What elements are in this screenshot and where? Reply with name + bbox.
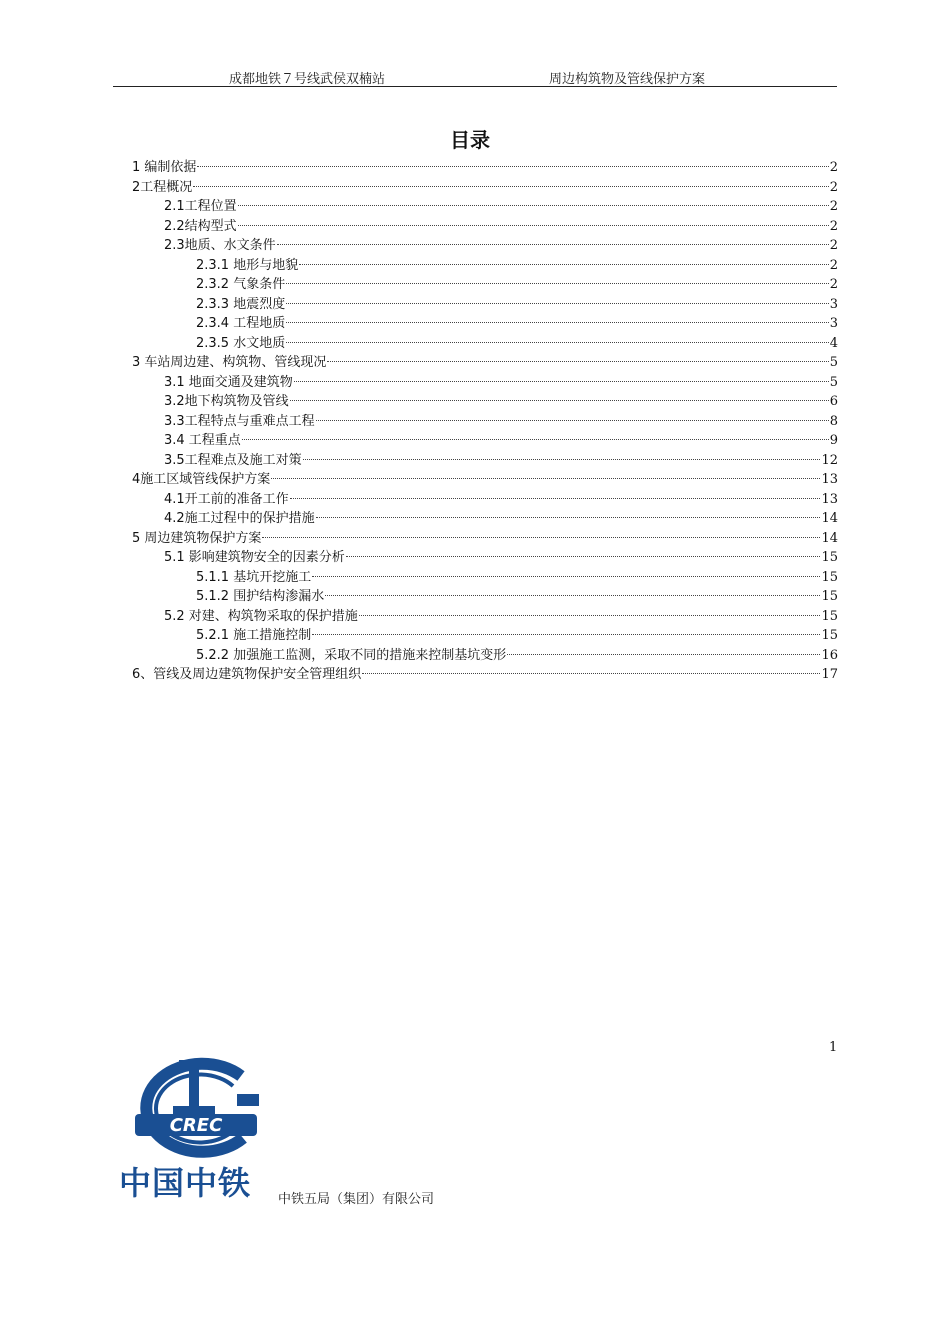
toc-dot-leader bbox=[286, 342, 829, 343]
toc-entry-label: 2.3.3 地震烈度 bbox=[196, 296, 286, 312]
toc-dot-leader bbox=[325, 595, 820, 596]
toc-entry[interactable] bbox=[132, 314, 838, 334]
toc-entry[interactable] bbox=[132, 490, 838, 510]
toc-dot-leader bbox=[277, 244, 829, 245]
toc-dot-leader bbox=[359, 615, 821, 616]
toc-entry-label: 4施工区域管线保护方案 bbox=[132, 472, 271, 487]
toc-entry[interactable] bbox=[132, 373, 838, 393]
toc-entry-page: 2 bbox=[829, 257, 838, 273]
toc-dot-leader bbox=[197, 166, 828, 167]
toc-entry-label: 2.3.5 水文地质 bbox=[196, 335, 286, 351]
toc-dot-leader bbox=[507, 654, 820, 655]
toc-entry-page: 17 bbox=[821, 667, 838, 682]
crec-emblem-icon bbox=[113, 1054, 273, 1158]
header-right-title: 周边构筑物及管线保护方案 bbox=[549, 72, 706, 87]
toc-dot-leader bbox=[312, 576, 820, 577]
toc-entry-page: 14 bbox=[821, 530, 838, 546]
toc-entry-label: 2.3.4 工程地质 bbox=[196, 316, 286, 331]
toc-dot-leader bbox=[294, 381, 829, 382]
toc-entry-page: 15 bbox=[821, 608, 838, 624]
toc-entry-page: 2 bbox=[829, 238, 838, 253]
toc-entry[interactable] bbox=[132, 412, 838, 432]
crec-logo bbox=[113, 1054, 273, 1204]
toc-entry[interactable] bbox=[132, 607, 838, 627]
toc-entry-page: 2 bbox=[829, 277, 838, 292]
toc-entry-label: 5.2.2 加强施工监测，采取不同的措施来控制基坑变形 bbox=[196, 647, 507, 663]
toc-entry-page: 5 bbox=[829, 374, 838, 390]
toc-entry[interactable] bbox=[132, 587, 838, 607]
toc-dot-leader bbox=[286, 322, 829, 323]
toc-title: 目录 bbox=[450, 128, 490, 152]
toc-dot-leader bbox=[346, 556, 821, 557]
toc-entry[interactable] bbox=[132, 509, 838, 529]
toc-entry-label: 3 车站周边建、构筑物、管线现况 bbox=[132, 355, 327, 370]
page-header bbox=[113, 66, 837, 87]
toc-entry-label: 5.2.1 施工措施控制 bbox=[196, 628, 312, 643]
toc-entry-page: 16 bbox=[821, 647, 838, 663]
toc-dot-leader bbox=[242, 439, 829, 440]
toc-dot-leader bbox=[299, 264, 829, 265]
toc-entry-page: 3 bbox=[829, 316, 838, 331]
emblem-letters: CREC bbox=[169, 1115, 223, 1136]
toc-entry-page: 12 bbox=[821, 452, 838, 468]
toc-entry-page: 3 bbox=[829, 296, 838, 312]
toc-entry-label: 1 编制依据 bbox=[132, 160, 197, 175]
toc-entry[interactable] bbox=[132, 334, 838, 354]
toc-entry-label: 5.1 影响建筑物安全的因素分析 bbox=[164, 550, 345, 565]
toc-entry-label: 3.1 地面交通及建筑物 bbox=[164, 374, 293, 390]
toc-entry[interactable] bbox=[132, 256, 838, 276]
toc-entry-page: 8 bbox=[829, 413, 838, 429]
toc-entry[interactable] bbox=[132, 431, 838, 451]
toc-entry-label: 3.4 工程重点 bbox=[164, 433, 241, 448]
toc-entry-label: 4.2施工过程中的保护措施 bbox=[164, 511, 315, 526]
toc-dot-leader bbox=[262, 537, 820, 538]
toc-entry[interactable] bbox=[132, 451, 838, 471]
toc-entry-page: 13 bbox=[821, 472, 838, 487]
toc-entry[interactable] bbox=[132, 275, 838, 295]
toc-entry[interactable] bbox=[132, 295, 838, 315]
toc-entry-page: 2 bbox=[829, 218, 838, 234]
toc-dot-leader bbox=[312, 634, 820, 635]
toc-entry[interactable] bbox=[132, 529, 838, 549]
toc-dot-leader bbox=[303, 459, 821, 460]
toc-entry-label: 3.3工程特点与重难点工程 bbox=[164, 413, 315, 429]
toc-dot-leader bbox=[238, 205, 829, 206]
toc-entry-label: 2.3地质、水文条件 bbox=[164, 238, 276, 253]
toc-entry-page: 9 bbox=[829, 433, 838, 448]
toc-entry[interactable] bbox=[132, 392, 838, 412]
toc-entry-label: 4.1开工前的准备工作 bbox=[164, 491, 289, 507]
toc-entry-label: 5.2 对建、构筑物采取的保护措施 bbox=[164, 608, 358, 624]
toc-entry[interactable] bbox=[132, 353, 838, 373]
toc-entry-label: 2.3.1 地形与地貌 bbox=[196, 257, 299, 273]
toc-entry[interactable] bbox=[132, 236, 838, 256]
toc-entry[interactable] bbox=[132, 197, 838, 217]
toc-dot-leader bbox=[286, 303, 829, 304]
toc-entry-page: 2 bbox=[829, 179, 838, 195]
toc-entry-page: 6 bbox=[829, 394, 838, 409]
toc-entry[interactable] bbox=[132, 626, 838, 646]
toc-entry[interactable] bbox=[132, 646, 838, 666]
toc-dot-leader bbox=[362, 673, 820, 674]
toc-entry-label: 6、管线及周边建筑物保护安全管理组织 bbox=[132, 667, 362, 682]
toc-entry-label: 2.1工程位置 bbox=[164, 199, 237, 214]
toc-entry-label: 5 周边建筑物保护方案 bbox=[132, 530, 262, 546]
table-of-contents bbox=[132, 158, 838, 685]
toc-entry-label: 2.3.2 气象条件 bbox=[196, 277, 286, 292]
toc-entry-label: 5.1.2 围护结构渗漏水 bbox=[196, 589, 325, 604]
toc-entry[interactable] bbox=[132, 158, 838, 178]
toc-dot-leader bbox=[193, 186, 828, 187]
toc-entry-page: 13 bbox=[821, 491, 838, 507]
toc-entry-page: 2 bbox=[829, 160, 838, 175]
toc-entry-page: 4 bbox=[829, 335, 838, 351]
toc-dot-leader bbox=[286, 283, 829, 284]
toc-entry-page: 15 bbox=[821, 589, 838, 604]
toc-dot-leader bbox=[316, 517, 821, 518]
toc-dot-leader bbox=[290, 400, 829, 401]
toc-entry[interactable] bbox=[132, 568, 838, 588]
toc-entry[interactable] bbox=[132, 548, 838, 568]
toc-dot-leader bbox=[238, 225, 829, 226]
toc-dot-leader bbox=[316, 420, 829, 421]
toc-entry-label: 2.2结构型式 bbox=[164, 218, 237, 234]
toc-dot-leader bbox=[327, 361, 828, 362]
page-number: 1 bbox=[829, 1040, 838, 1055]
toc-entry[interactable] bbox=[132, 178, 838, 198]
company-name: 中铁五局（集团）有限公司 bbox=[278, 1192, 435, 1207]
toc-dot-leader bbox=[271, 478, 820, 479]
toc-entry-page: 15 bbox=[821, 550, 838, 565]
toc-entry-page: 5 bbox=[829, 355, 838, 370]
toc-entry-label: 2工程概况 bbox=[132, 179, 193, 195]
toc-entry-page: 14 bbox=[821, 511, 838, 526]
toc-entry[interactable] bbox=[132, 217, 838, 237]
toc-entry[interactable] bbox=[132, 470, 838, 490]
header-left-title: 成都地铁７号线武侯双楠站 bbox=[229, 72, 386, 87]
toc-entry-label: 5.1.1 基坑开挖施工 bbox=[196, 569, 312, 585]
toc-entry-label: 3.2地下构筑物及管线 bbox=[164, 394, 289, 409]
logo-text: 中国中铁 bbox=[119, 1164, 252, 1202]
toc-dot-leader bbox=[290, 498, 821, 499]
toc-entry-label: 3.5工程难点及施工对策 bbox=[164, 452, 302, 468]
toc-entry[interactable] bbox=[132, 665, 838, 685]
toc-entry-page: 2 bbox=[829, 199, 838, 214]
toc-entry-page: 15 bbox=[821, 628, 838, 643]
toc-entry-page: 15 bbox=[821, 569, 838, 585]
